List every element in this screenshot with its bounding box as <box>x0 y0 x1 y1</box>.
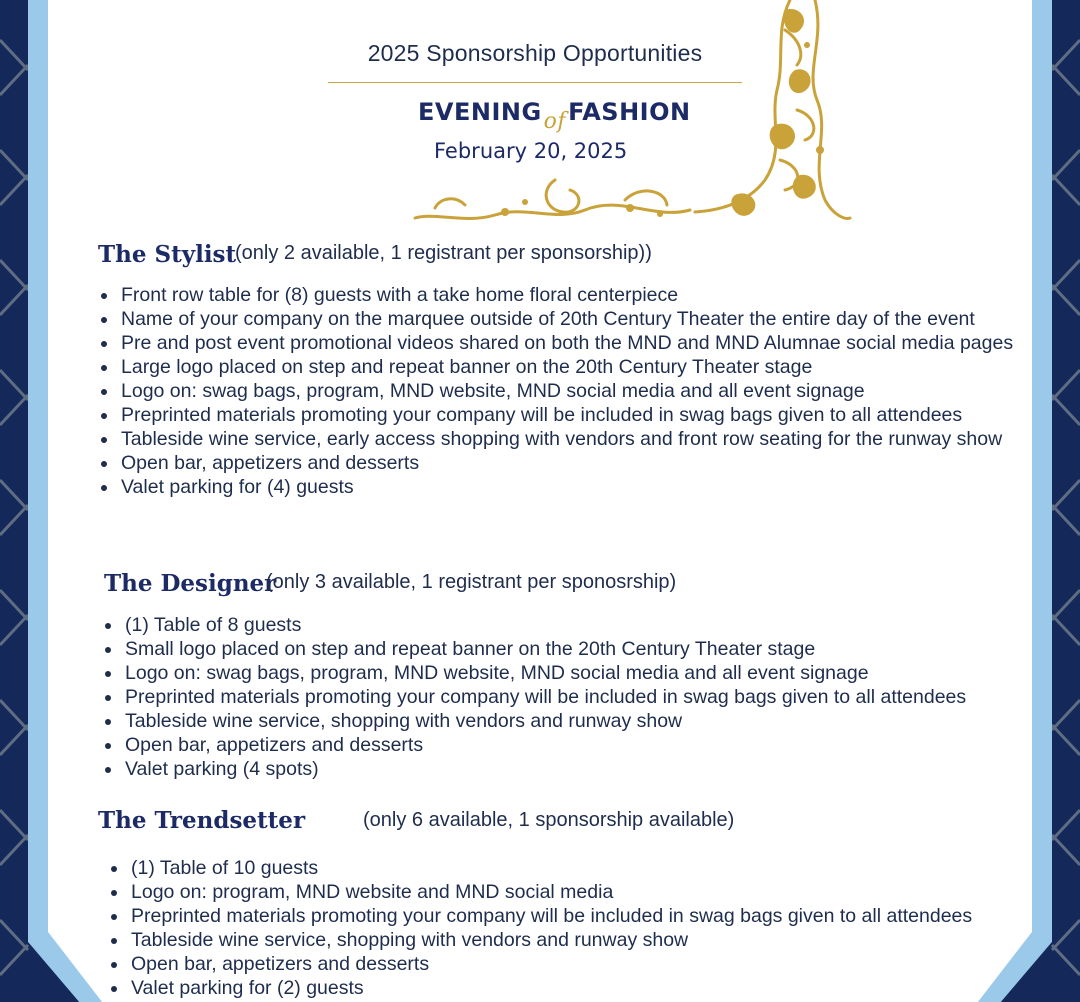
tier-title-stylist: The Stylist <box>98 241 237 268</box>
event-date: February 20, 2025 <box>434 139 628 163</box>
benefits-list-stylist <box>97 283 1013 499</box>
list-item: Logo on: swag bags, program, MND website, MND social media and all event signage <box>101 661 966 685</box>
tier-note-trendsetter: (only 6 available, 1 sponsorship available) <box>363 809 735 831</box>
list-item: Large logo placed on step and repeat banner on the 20th Century Theater stage <box>97 355 1013 379</box>
title-divider <box>328 82 742 83</box>
list-item: Tableside wine service, shopping with vendors and runway show <box>107 928 972 952</box>
event-name-of: of <box>543 109 567 134</box>
event-name-part1: EVENING <box>418 98 542 126</box>
list-item: Logo on: swag bags, program, MND website, MND social media and all event signage <box>97 379 1013 403</box>
event-name <box>418 98 691 134</box>
benefits-list-trendsetter <box>107 856 972 1000</box>
list-item: Tableside wine service, shopping with vendors and runway show <box>101 709 966 733</box>
event-name-part2: FASHION <box>568 98 691 126</box>
list-item: Pre and post event promotional videos shared on both the MND and MND Alumnae social media pages <box>97 331 1013 355</box>
list-item: Tableside wine service, early access shopping with vendors and front row seating for the runway show <box>97 427 1013 451</box>
list-item: Open bar, appetizers and desserts <box>101 733 966 757</box>
tier-note-stylist: (only 2 available, 1 registrant per sponsorship)) <box>235 242 652 264</box>
list-item: Small logo placed on step and repeat banner on the 20th Century Theater stage <box>101 637 966 661</box>
tier-note-designer: (only 3 available, 1 registrant per sponosrship) <box>266 571 677 593</box>
list-item: Valet parking for (4) guests <box>97 475 1013 499</box>
list-item: Open bar, appetizers and desserts <box>97 451 1013 475</box>
list-item: Name of your company on the marquee outside of 20th Century Theater the entire day of the event <box>97 307 1013 331</box>
list-item: Valet parking (4 spots) <box>101 757 966 781</box>
list-item: Open bar, appetizers and desserts <box>107 952 972 976</box>
tier-title-trendsetter: The Trendsetter <box>98 807 306 834</box>
list-item: Front row table for (8) guests with a take home floral centerpiece <box>97 283 1013 307</box>
tier-title-designer: The Designer <box>104 570 277 597</box>
list-item: Preprinted materials promoting your company will be included in swag bags given to all attendees <box>107 904 972 928</box>
page-title: 2025 Sponsorship Opportunities <box>367 40 703 66</box>
list-item: Logo on: program, MND website and MND social media <box>107 880 972 904</box>
list-item: (1) Table of 10 guests <box>107 856 972 880</box>
list-item: Valet parking for (2) guests <box>107 976 972 1000</box>
list-item: Preprinted materials promoting your company will be included in swag bags given to all attendees <box>101 685 966 709</box>
benefits-list-designer <box>101 613 966 781</box>
list-item: (1) Table of 8 guests <box>101 613 966 637</box>
list-item: Preprinted materials promoting your company will be included in swag bags given to all attendees <box>97 403 1013 427</box>
